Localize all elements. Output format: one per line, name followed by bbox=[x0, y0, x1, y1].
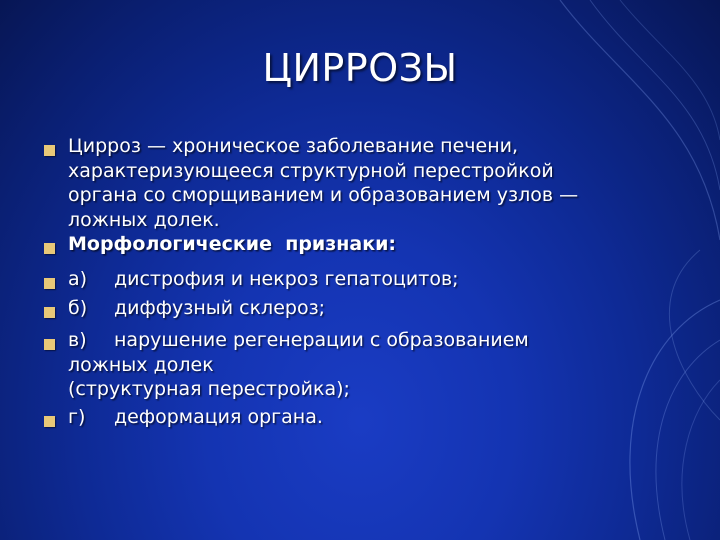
list-item-features-heading bbox=[68, 232, 688, 257]
definition-line-1: Цирроз — хроническое заболевание печени, bbox=[68, 135, 519, 157]
item-c-text-line-1: нарушение регенерации с образованием bbox=[114, 329, 529, 351]
list-item-definition bbox=[68, 134, 688, 232]
item-d-label: г) bbox=[68, 406, 86, 428]
item-c-label: в) bbox=[68, 329, 87, 351]
item-b-text: диффузный склероз; bbox=[114, 297, 326, 319]
item-a-label: а) bbox=[68, 268, 88, 290]
bullet-icon bbox=[44, 307, 55, 318]
item-a-text: дистрофия и некроз гепатоцитов; bbox=[114, 268, 459, 290]
list-item-b bbox=[68, 296, 688, 321]
bullet-icon bbox=[44, 243, 55, 254]
list-item-d bbox=[68, 405, 688, 430]
bullet-icon bbox=[44, 416, 55, 427]
bullet-icon bbox=[44, 339, 55, 350]
bullet-icon bbox=[44, 278, 55, 289]
item-c-text-line-3: (структурная перестройка); bbox=[68, 378, 350, 400]
item-b-label: б) bbox=[68, 297, 88, 319]
item-c-text-line-2: ложных долек bbox=[68, 353, 214, 376]
slide-title: ЦИРРОЗЫ bbox=[262, 46, 458, 90]
features-heading: Морфологические признаки: bbox=[68, 233, 397, 255]
definition-line-3: органа со сморщиванием и образованием узлов — bbox=[68, 184, 579, 206]
bullet-icon bbox=[44, 145, 55, 156]
item-d-text: деформация органа. bbox=[114, 406, 323, 428]
list-item-c bbox=[68, 328, 688, 402]
definition-line-2: характеризующееся структурной перестройкой bbox=[68, 159, 554, 182]
list-item-a bbox=[68, 267, 688, 292]
definition-line-4: ложных долек. bbox=[68, 208, 220, 231]
